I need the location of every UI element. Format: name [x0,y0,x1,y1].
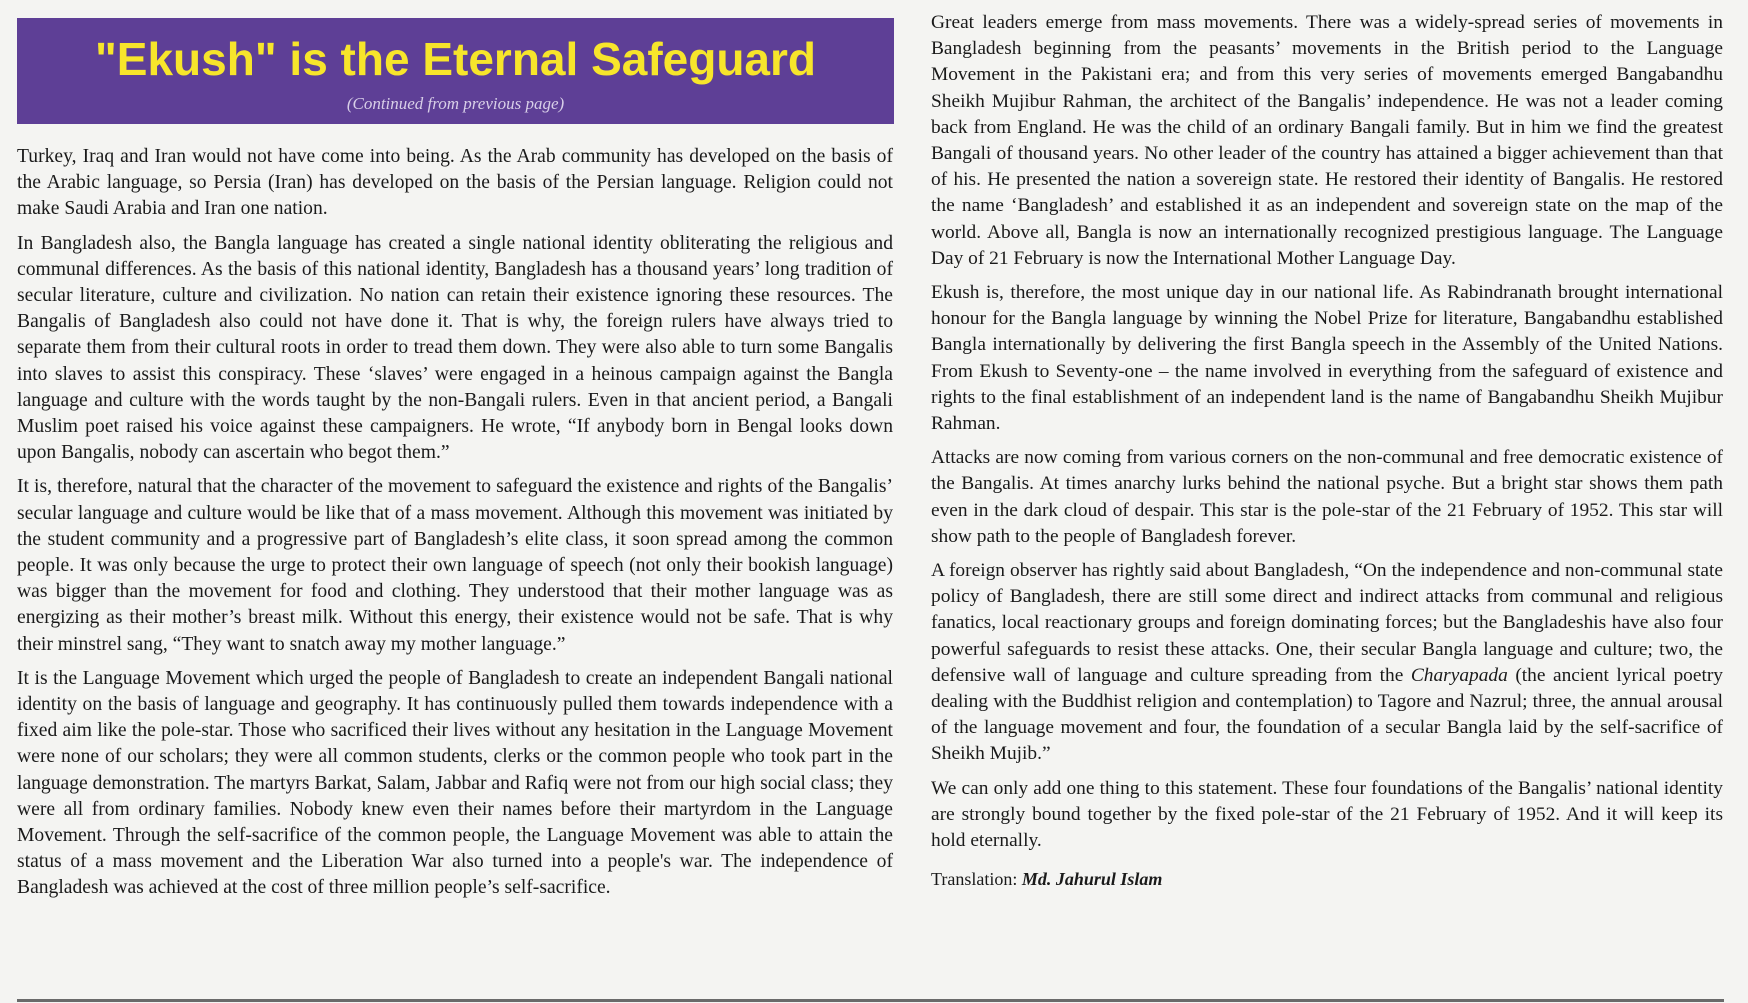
quote-text-start: A foreign observer has rightly said about Bangladesh, “On the independence and non-communal state policy of Bangladesh, there are still some direct and indirect attacks from communal and religious fanatics, local reactionary groups and foreign dominating forces; but the Bangladeshis have also four powerful safeguards to resist these attacks. One, their secular Bangla language and culture; two, the defensive wall of language and culture spreading from the [931,560,1723,686]
translator-name: Md. Jahurul Islam [1021,869,1163,890]
charyapada-title: Charyapada [1410,664,1508,686]
paragraph: Turkey, Iraq and Iran would not have come into being. As the Arab community has developed on the basis of the Arabic language, so Persia (Iran) has developed on the basis of the Persian language. Religion could not make Saudi Arabia and Iran one nation. [17,146,893,220]
paragraph: Attacks are now coming from various corners on the non-communal and free democratic existence of the Bangalis. At times anarchy lurks behind the national psyche. But a bright star shows them path even in the dark cloud of despair. This star is the pole-star of the 21 February of 1952. This star will show path to the people of Bangladesh forever. [931,447,1723,547]
paragraph: Great leaders emerge from mass movements. There was a widely-spread series of movements in Bangladesh beginning from the peasants’ movements in the British period to the Language Movement in the Pakistani era; and from this very series of movements emerged Bangabandhu Sheikh Mujibur Rahman, the architect of the Bangalis’ independence. He was not a leader coming back from England. He was the child of an ordinary Bangali family. But in him we find the greatest Bangali of thousand years. No other leader of the country has attained a bigger achievement than that of his. He presented the nation a sovereign state. He restored their identity of Bangalis. He restored the name ‘Bangladesh’ and established it as an independent and sovereign state on the map of the world. Above all, Bangla is now an internationally recognized prestigious language. The Language Day of 21 February is now the International Mother Language Day. [931,12,1723,269]
article-title: "Ekush" is the Eternal Safeguard [94,33,817,85]
quote-text-end: (the ancient lyrical poetry dealing with the Buddhist religion and contemplation) to Tagore and Nazrul; three, the annual arousal of the language movement and four, the foundation of a secular Bangla laid by the self-sacrifice of Sheikh Mujib.” [931,664,1723,765]
paragraph: It is the Language Movement which urged the people of Bangladesh to create an independent Bangali national identity on the basis of language and geography. It has continuously pulled them towards independence with a fixed aim like the pole-star. Those who sacrificed their lives without any hesitation in the Language Movement were none of our scholars; they were all common students, clerks or the common people who took part in the language demonstration. The martyrs Barkat, Salam, Jabbar and Rafiq were not from our high social class; they were all from ordinary families. Nobody knew even their names before their martyrdom in the Language Movement. Through the self-sacrifice of the common people, the Language Movement was able to attain the status of a mass movement and the Liberation War also turned into a people's war. The independence of Bangladesh was achieved at the cost of three million people’s self-sacrifice. [17,667,893,899]
right-column [931,10,1723,890]
paragraph: We can only add one thing to this statement. These four foundations of the Bangalis’ national identity are strongly bound together by the fixed pole-star of the 21 February of 1952. And it will keep its hold eternally. [931,777,1723,852]
bottom-rule [17,999,1724,1002]
credit-label: Translation: [931,869,1018,890]
paragraph: It is, therefore, natural that the character of the movement to safeguard the existence and rights of the Bangalis’ secular language and culture would be like that of a mass movement. Although this movement was initiated by the student community and a progressive part of Bangladesh’s elite class, it soon spread among the common people. It was only because the urge to protect their own language of speech (not only their bookish language) was bigger than the movement for food and clothing. They understood that their mother language was as energizing as their mother’s breast milk. Without this energy, their existence would not be safe. That is why their minstrel sang, “They want to snatch away my mother language.” [17,476,893,655]
translation-credit [931,868,1723,890]
left-body-text [17,144,893,902]
paragraph: In Bangladesh also, the Bangla language has created a single national identity obliterating the religious and communal differences. As the basis of this national identity, Bangladesh has a thousand years’ long tradition of secular literature, culture and civilization. No nation can retain their existence ignoring these resources. The Bangalis of Bangladesh also could not have done it. That is why, the foreign rulers have always tried to separate them from their cultural roots in order to tread them down. They were also able to turn some Bangalis into slaves to assist this conspiracy. These ‘slaves’ were engaged in a heinous campaign against the Bangla language and culture with the words taught by the non-Bangali rulers. Even in that ancient period, a Bangali Muslim poet raised his voice against these campaigners. He wrote, “If anybody born in Bengal looks down upon Bangalis, nobody can ascertain who begot them.” [17,232,893,464]
continued-note: (Continued from previous page) [346,94,565,113]
left-column [17,18,893,910]
paragraph: Ekush is, therefore, the most unique day in our national life. As Rabindranath brought international honour for the Bangla language by winning the Nobel Prize for literature, Bangabandhu established Bangla internationally by delivering the first Bangla speech in the Assembly of the United Nations. From Ekush to Seventy-one – the name involved in everything from the safeguard of existence and rights to the final establishment of an independent land is the name of Bangabandhu Sheikh Mujibur Rahman. [931,282,1723,435]
quote-paragraph [931,558,1723,768]
title-banner [17,18,894,124]
